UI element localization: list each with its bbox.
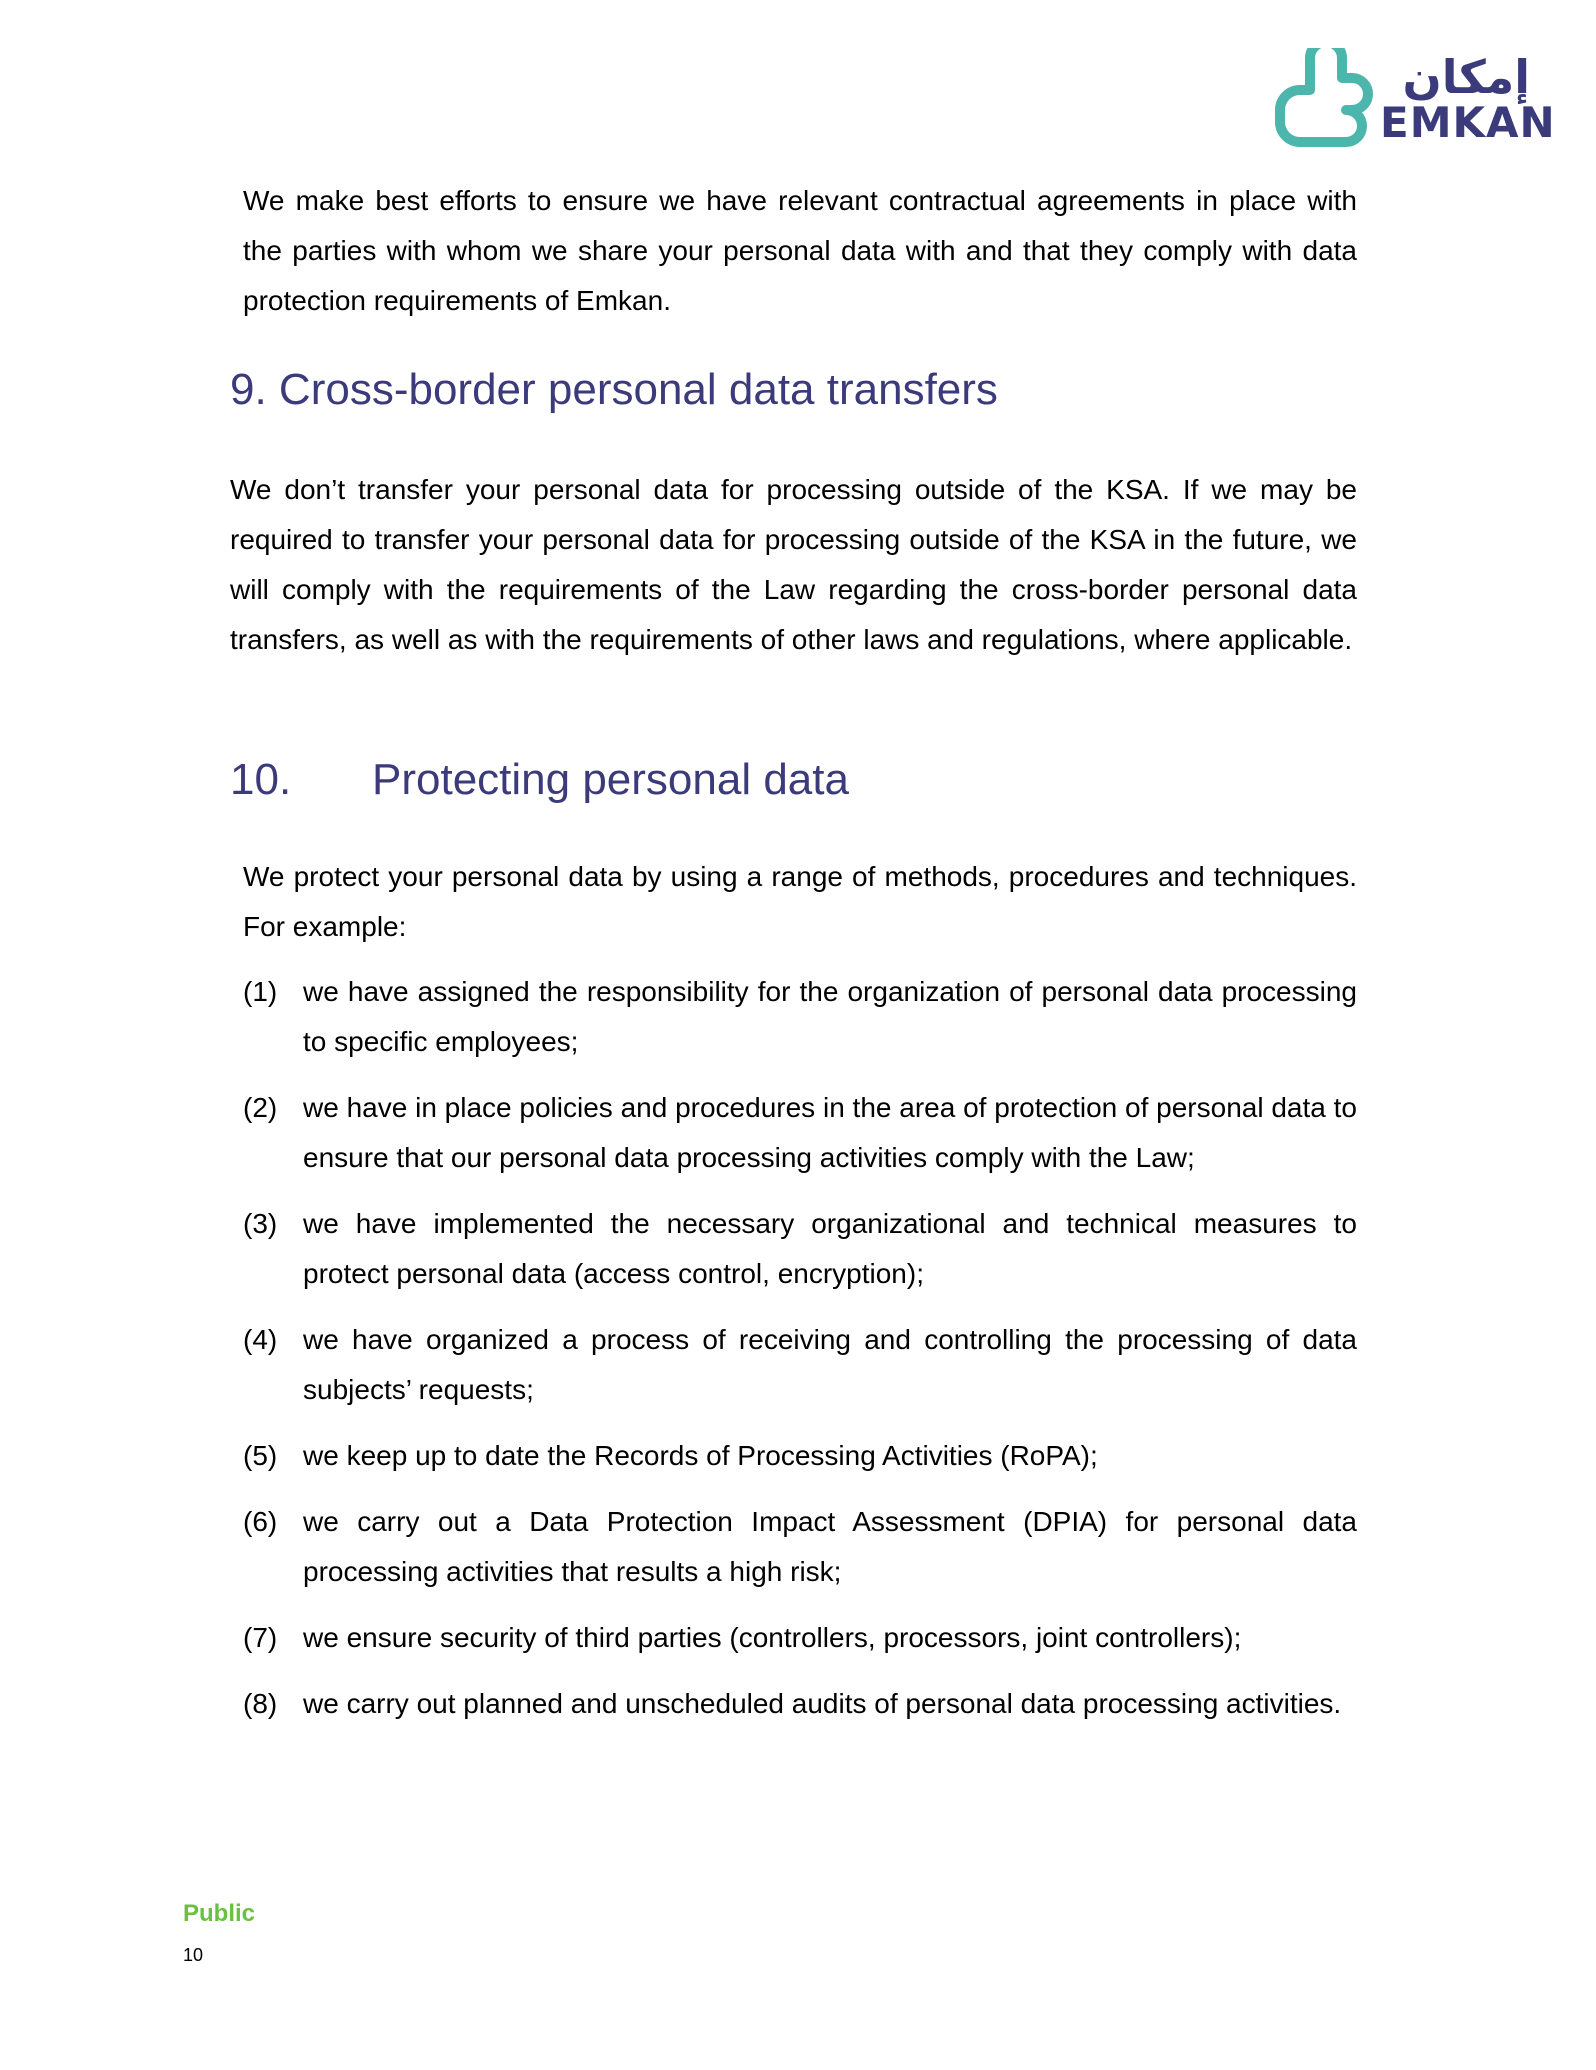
emkan-logo-mark-icon [1270, 48, 1380, 148]
section-10-title: Protecting personal data [372, 755, 849, 804]
list-item-text: we carry out planned and unscheduled audits of personal data processing activities. [303, 1688, 1342, 1719]
list-item-number: (3) [243, 1208, 278, 1239]
list-item [243, 1431, 1357, 1481]
intro-paragraph: We make best efforts to ensure we have relevant contractual agreements in place with the parties with whom we share your personal data with and that they comply with data protection requirements of Emkan. [243, 185, 1357, 316]
section-9-paragraph: We don’t transfer your personal data for processing outside of the KSA. If we may be required to transfer your personal data for processing outside of the KSA in the future, we will comply with the requirements of the Law regarding the cross-border personal data transfers, as well as with the requirements of other laws and regulations, where applicable. [230, 474, 1357, 655]
list-item-text: we have implemented the necessary organizational and technical measures to protect personal data (access control, encryption); [303, 1208, 1357, 1289]
section-10-intro: We protect your personal data by using a range of methods, procedures and techniques. For example: [243, 861, 1357, 942]
list-item [243, 1613, 1357, 1663]
list-item-number: (4) [243, 1324, 278, 1355]
list-item-number: (6) [243, 1506, 278, 1537]
list-item [243, 967, 1357, 1067]
list-item-number: (7) [243, 1622, 278, 1653]
list-item [243, 1315, 1357, 1415]
list-item-number: (1) [243, 976, 278, 1007]
list-item-number: (2) [243, 1092, 278, 1123]
list-item [243, 1679, 1357, 1729]
list-item-text: we carry out a Data Protection Impact Assessment (DPIA) for personal data processing activities that results a high risk; [303, 1506, 1357, 1587]
list-item-text: we have in place policies and procedures in the area of protection of personal data to ensure that our personal data processing activities comply with the Law; [303, 1092, 1357, 1173]
emkan-logo [1270, 48, 1556, 148]
page-number: 10 [183, 1945, 204, 1965]
logo-english-text: EMKAN [1380, 98, 1556, 147]
list-item-number: (8) [243, 1688, 278, 1719]
section-10-number: 10. [230, 755, 292, 804]
section-9-heading: 9. Cross-border personal data transfers [230, 365, 998, 414]
list-item [243, 1199, 1357, 1299]
protection-measures-list [243, 967, 1357, 1745]
list-item-text: we have assigned the responsibility for the organization of personal data processing to specific employees; [303, 976, 1357, 1057]
list-item-text: we keep up to date the Records of Processing Activities (RoPA); [303, 1440, 1098, 1471]
list-item-text: we ensure security of third parties (controllers, processors, joint controllers); [303, 1622, 1242, 1653]
list-item-text: we have organized a process of receiving and controlling the processing of data subjects’ requests; [303, 1324, 1357, 1405]
section-10-heading [230, 752, 849, 808]
classification-label: Public [183, 1900, 256, 1927]
logo-arabic-text: إمكان [1402, 50, 1530, 104]
list-item [243, 1497, 1357, 1597]
list-item [243, 1083, 1357, 1183]
list-item-number: (5) [243, 1440, 278, 1471]
